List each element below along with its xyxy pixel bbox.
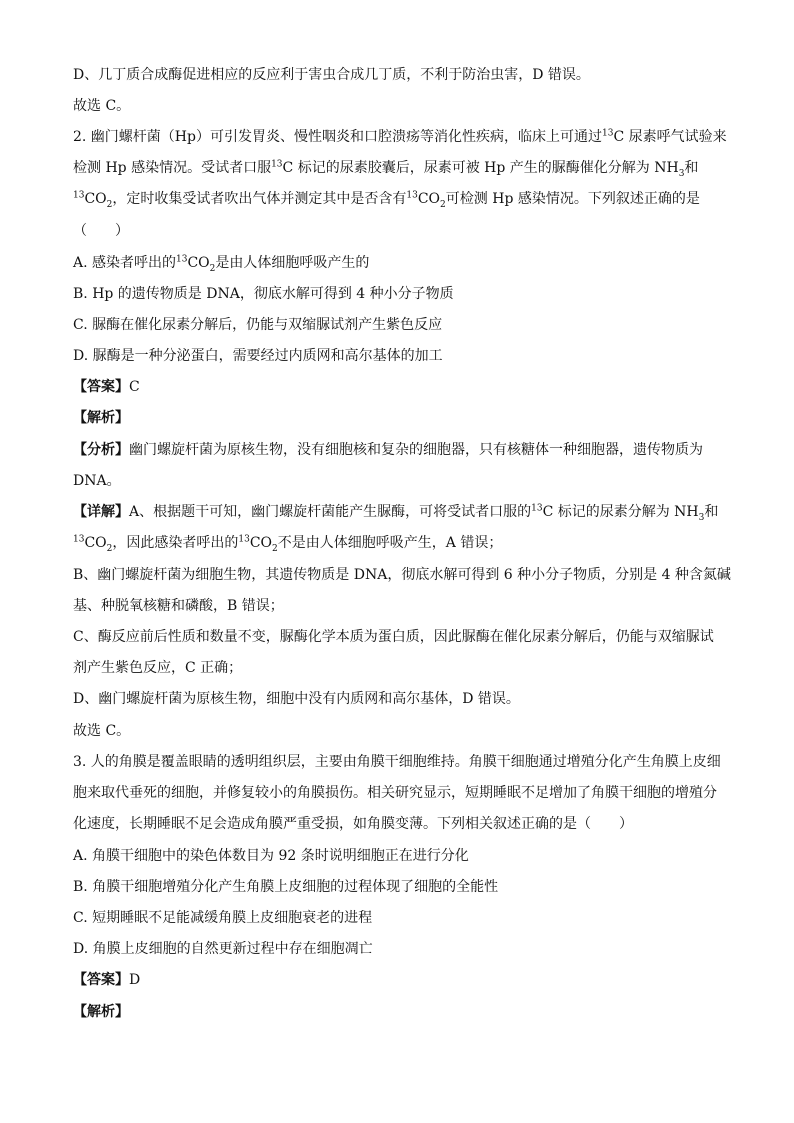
detail-text: 基、种脱氧核糖和磷酸，B 错误；	[73, 598, 284, 614]
detail-text: 故选 C。	[73, 723, 131, 739]
detail-text: $^{13}CO_2$，因此感染者呼出的$^{13}CO_2$不是由人体细胞呼吸产生，A 错误；	[73, 534, 503, 554]
detail-text: 【详解】A、根据题干可知，幽门螺旋杆菌能产生脲酶，可将受试者口服的$^{13}$C 标记的尿素分解为 $NH_3$和	[73, 503, 719, 523]
analysis-label: 【解析】	[73, 410, 129, 426]
analysis-text: DNA。	[73, 473, 121, 489]
option-d: D. 脲酶是一种分泌蛋白，需要经过内质网和高尔基体的加工	[73, 348, 443, 364]
question-2-stem: 检测 Hp 感染情况。受试者口服$^{13}$C 标记的尿素胶囊后，尿素可被 Hp 产生的脲酶催化分解为 $NH_3$和	[73, 159, 699, 179]
option-b: B. Hp 的遗传物质是 DNA，彻底水解可得到 4 种小分子物质	[73, 286, 454, 302]
option-c: C. 脲酶在催化尿素分解后，仍能与双缩脲试剂产生紫色反应	[73, 317, 443, 333]
analysis-text: 【分析】幽门螺旋杆菌为原核生物，没有细胞核和复杂的细胞器，只有核糖体一种细胞器，遗传物质为	[73, 442, 703, 458]
answer-line: 【答案】C	[73, 379, 140, 395]
question-3-stem: 3. 人的角膜是覆盖眼睛的透明组织层，主要由角膜干细胞维持。角膜干细胞通过增殖分化产生角膜上皮细	[73, 754, 721, 770]
detail-text: B、幽门螺旋杆菌为细胞生物，其遗传物质是 DNA，彻底水解可得到 6 种小分子物质，分别是 4 种含氮碱	[73, 567, 731, 583]
analysis-label: 【解析】	[73, 1004, 129, 1020]
detail-text: 剂产生紫色反应，C 正确；	[73, 660, 243, 676]
question-3-stem: 胞来取代垂死的细胞，并修复较小的角膜损伤。相关研究显示，短期睡眠不足增加了角膜干细胞的增殖分	[73, 785, 717, 801]
option-b: B. 角膜干细胞增殖分化产生角膜上皮细胞的过程体现了细胞的全能性	[73, 879, 499, 895]
option-c: C. 短期睡眠不足能减缓角膜上皮细胞衰老的进程	[73, 910, 373, 926]
question-2-stem: $^{13}CO_2$，定时收集受试者吹出气体并测定其中是否含有$^{13}CO_2$可检测 Hp 感染情况。下列叙述正确的是	[73, 190, 700, 210]
option-d: D. 角膜上皮细胞的自然更新过程中存在细胞凋亡	[73, 941, 373, 957]
option-a: A. 感染者呼出的$^{13}CO_2$是由人体细胞呼吸产生的	[73, 254, 370, 274]
detail-text: C、酶反应前后性质和数量不变，脲酶化学本质为蛋白质，因此脲酶在催化尿素分解后，仍能与双缩脲试	[73, 629, 714, 645]
detail-text: D、幽门螺旋杆菌为原核生物，细胞中没有内质网和高尔基体，D 错误。	[73, 691, 520, 707]
answer-line: 【答案】D	[73, 972, 141, 988]
question-2-paren: （ ）	[73, 223, 129, 239]
text-line: 故选 C。	[73, 98, 131, 114]
question-3-stem: 化速度，长期睡眠不足会造成角膜严重受损，如角膜变薄。下列相关叙述正确的是（ ）	[73, 816, 633, 832]
option-a: A. 角膜干细胞中的染色体数目为 92 条时说明细胞正在进行分化	[73, 848, 469, 864]
text-line: D、几丁质合成酶促进相应的反应利于害虫合成几丁质，不利于防治虫害，D 错误。	[73, 67, 590, 83]
question-2-stem: 2. 幽门螺杆菌（Hp）可引发胃炎、慢性咽炎和口腔溃疡等消化性疾病，临床上可通过$^{13}$C 尿素呼气试验来	[73, 128, 727, 145]
